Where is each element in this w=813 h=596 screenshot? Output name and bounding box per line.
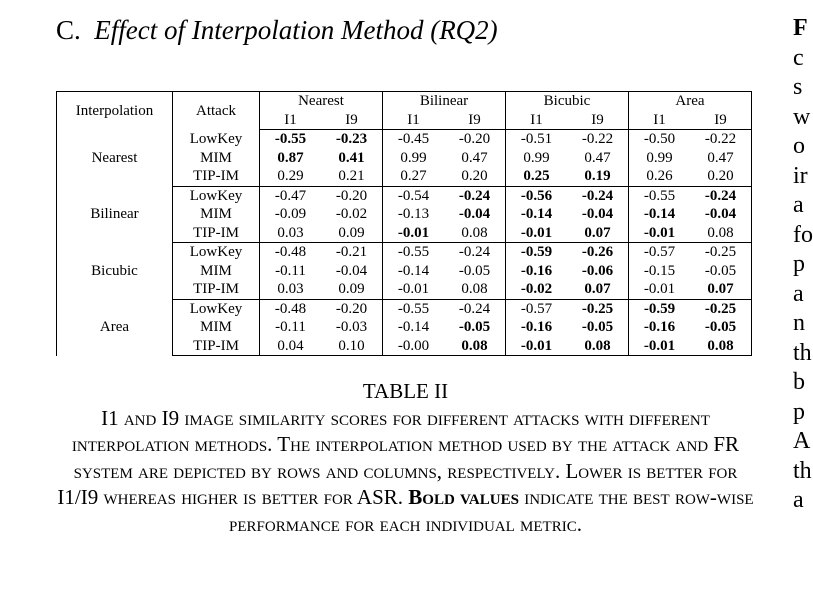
metric-header: I9 (567, 111, 629, 130)
score-cell: -0.04 (690, 205, 752, 224)
score-cell: -0.01 (383, 280, 445, 299)
score-cell: 0.87 (277, 149, 304, 166)
score-cell: -0.04 (444, 205, 506, 224)
score-cell: -0.05 (444, 318, 506, 337)
score-cell: 0.29 (260, 167, 322, 186)
score-cell: -0.56 (520, 187, 553, 204)
score-cell: 0.20 (444, 167, 506, 186)
score-cell: -0.22 (690, 130, 752, 149)
margin-fragment: c (793, 44, 804, 71)
score-cell: -0.14 (397, 319, 430, 335)
score-cell: -0.01 (506, 337, 568, 356)
section-heading (56, 15, 498, 46)
score-cell: -0.14 (643, 206, 676, 222)
score-cell: -0.57 (643, 244, 676, 260)
table-caption-body (52, 405, 759, 538)
row-attack-label: TIP-IM (173, 224, 260, 243)
score-cell: 0.09 (321, 224, 383, 243)
score-cell: 0.09 (321, 280, 383, 299)
table-body (57, 130, 752, 356)
caption-bold-phrase: Bold values (408, 485, 519, 509)
table-row (57, 130, 752, 149)
row-attack-label: TIP-IM (173, 167, 260, 186)
score-cell: -0.14 (397, 262, 430, 279)
score-cell: -0.26 (567, 243, 629, 262)
score-cell: 0.10 (321, 337, 383, 356)
margin-fragment: b (793, 369, 805, 395)
col-header-interpolation: Interpolation (57, 92, 173, 130)
score-cell: -0.04 (567, 205, 629, 224)
score-cell: 0.08 (690, 337, 752, 356)
score-cell: -0.55 (274, 131, 307, 147)
metric-header: I9 (444, 111, 506, 130)
score-cell: 0.20 (690, 167, 752, 186)
score-cell: -0.59 (520, 244, 553, 260)
score-cell: -0.01 (629, 337, 691, 356)
score-cell: 0.19 (567, 167, 629, 186)
metric-header: I9 (690, 111, 752, 130)
section-number: C. (56, 15, 81, 45)
score-cell: -0.05 (690, 318, 752, 337)
score-cell: -0.21 (321, 243, 383, 262)
score-cell: -0.24 (444, 299, 506, 318)
score-cell: 0.99 (646, 149, 673, 166)
score-cell: 0.08 (444, 224, 506, 243)
score-cell: -0.16 (520, 262, 553, 279)
score-cell: -0.57 (520, 300, 553, 317)
score-cell: 0.47 (690, 149, 752, 168)
row-attack-label: LowKey (173, 243, 260, 262)
score-cell: 0.07 (567, 224, 629, 243)
col-header-attack: Attack (173, 92, 260, 130)
row-attack-label: LowKey (173, 186, 260, 205)
score-cell: 0.47 (444, 149, 506, 168)
score-cell: 0.99 (400, 149, 427, 166)
table-caption (52, 378, 759, 537)
score-cell: -0.14 (520, 206, 553, 222)
score-cell: -0.05 (567, 318, 629, 337)
score-cell: -0.25 (690, 299, 752, 318)
score-cell: -0.55 (397, 300, 430, 317)
score-cell: 0.21 (321, 167, 383, 186)
margin-fragment: th (793, 457, 812, 484)
score-cell: 0.25 (506, 167, 568, 186)
metric-header: I1 (629, 111, 691, 130)
score-cell: -0.15 (643, 262, 676, 279)
score-cell: -0.20 (321, 186, 383, 205)
group-header-bicubic: Bicubic (506, 92, 629, 111)
metric-header: I9 (321, 111, 383, 130)
margin-fragment: w (793, 103, 811, 130)
metric-header: I1 (383, 111, 445, 130)
score-cell: -0.24 (567, 186, 629, 205)
margin-fragment: o (793, 133, 805, 159)
table-caption-title: TABLE II (362, 379, 449, 403)
group-header-nearest: Nearest (260, 92, 383, 111)
score-cell: -0.01 (506, 224, 568, 243)
score-cell: 0.08 (444, 280, 506, 299)
margin-fragment: A (793, 428, 811, 454)
score-cell: -0.09 (274, 206, 307, 222)
score-cell: 0.04 (260, 337, 322, 356)
score-cell: 0.08 (567, 337, 629, 356)
score-cell: 0.26 (629, 167, 691, 186)
score-cell: 0.07 (690, 280, 752, 299)
row-interpolation-label: Bicubic (57, 243, 173, 300)
caption-text: I1 and I9 image similarity scores for different attacks with different interpolation methods. The interpolation method used by the attack and FR system are depicted by rows and columns, respectively. Lower is better for I1/I9 whereas higher is better for ASR. (57, 405, 740, 509)
table-row (57, 243, 752, 262)
score-cell: -0.51 (520, 131, 553, 147)
row-attack-label: MIM (173, 149, 260, 168)
score-cell: -0.45 (397, 131, 430, 147)
score-cell: -0.24 (444, 243, 506, 262)
score-cell: -0.06 (567, 262, 629, 281)
score-cell: 0.03 (260, 280, 322, 299)
margin-fragment: n (793, 310, 805, 336)
score-cell: -0.05 (444, 262, 506, 281)
score-cell: -0.03 (321, 318, 383, 337)
margin-fragment: a (793, 487, 804, 513)
row-attack-label: MIM (173, 262, 260, 281)
score-cell: -0.24 (690, 186, 752, 205)
table-row (57, 186, 752, 205)
row-interpolation-label: Bilinear (57, 186, 173, 243)
row-attack-label: TIP-IM (173, 280, 260, 299)
metric-header: I1 (506, 111, 568, 130)
score-cell: -0.01 (629, 224, 691, 243)
score-cell: 0.47 (567, 149, 629, 168)
row-attack-label: MIM (173, 318, 260, 337)
margin-fragment: p (793, 398, 805, 425)
score-cell: -0.04 (321, 262, 383, 281)
score-cell: -0.20 (444, 130, 506, 149)
score-cell: -0.25 (690, 243, 752, 262)
score-cell: -0.55 (397, 244, 430, 260)
score-cell: -0.13 (397, 206, 430, 222)
margin-fragment: a (793, 280, 804, 307)
row-attack-label: MIM (173, 205, 260, 224)
margin-fragment: a (793, 192, 804, 218)
score-cell: -0.05 (690, 262, 752, 281)
score-cell: -0.48 (274, 244, 307, 260)
margin-fragment: fo (793, 221, 813, 248)
margin-fragment: th (793, 339, 812, 366)
score-cell: 0.03 (260, 224, 322, 243)
margin-fragment: s (793, 74, 803, 100)
score-cell: 0.08 (690, 224, 752, 243)
score-cell: -0.59 (643, 300, 676, 317)
results-table (56, 91, 752, 356)
section-title: Effect of Interpolation Method (RQ2) (94, 15, 498, 45)
score-cell: -0.48 (274, 300, 307, 317)
caption-text: indicate the best row-wise performance for each individual metric. (229, 485, 754, 536)
row-attack-label: LowKey (173, 130, 260, 149)
metric-header: I1 (260, 111, 322, 130)
row-attack-label: LowKey (173, 299, 260, 318)
score-cell: 0.27 (383, 167, 445, 186)
score-cell: -0.23 (321, 130, 383, 149)
margin-fragment: ir (793, 162, 808, 189)
score-cell: -0.01 (629, 280, 691, 299)
group-header-bilinear: Bilinear (383, 92, 506, 111)
score-cell: -0.25 (567, 299, 629, 318)
score-cell: -0.16 (643, 319, 676, 335)
score-cell: 0.99 (523, 149, 550, 166)
score-cell: -0.55 (643, 187, 676, 204)
adjacent-column-fragments (793, 14, 813, 516)
score-cell: -0.02 (506, 280, 568, 299)
margin-fragment: p (793, 251, 805, 277)
score-cell: 0.41 (321, 149, 383, 168)
score-cell: -0.01 (383, 224, 445, 243)
table-row (57, 299, 752, 318)
score-cell: -0.11 (275, 319, 306, 335)
row-attack-label: TIP-IM (173, 337, 260, 356)
score-cell: -0.22 (567, 130, 629, 149)
row-interpolation-label: Nearest (57, 130, 173, 187)
score-cell: -0.54 (397, 187, 430, 204)
score-cell: -0.24 (444, 186, 506, 205)
score-cell: -0.16 (520, 319, 553, 335)
margin-fragment: F (793, 15, 808, 41)
score-cell: -0.11 (275, 262, 306, 279)
score-cell: -0.47 (274, 187, 307, 204)
score-cell: -0.20 (321, 299, 383, 318)
score-cell: -0.50 (643, 131, 676, 147)
group-header-area: Area (629, 92, 752, 111)
score-cell: 0.08 (444, 337, 506, 356)
row-interpolation-label: Area (57, 299, 173, 356)
score-cell: 0.07 (567, 280, 629, 299)
score-cell: -0.02 (321, 205, 383, 224)
score-cell: -0.00 (383, 337, 445, 356)
